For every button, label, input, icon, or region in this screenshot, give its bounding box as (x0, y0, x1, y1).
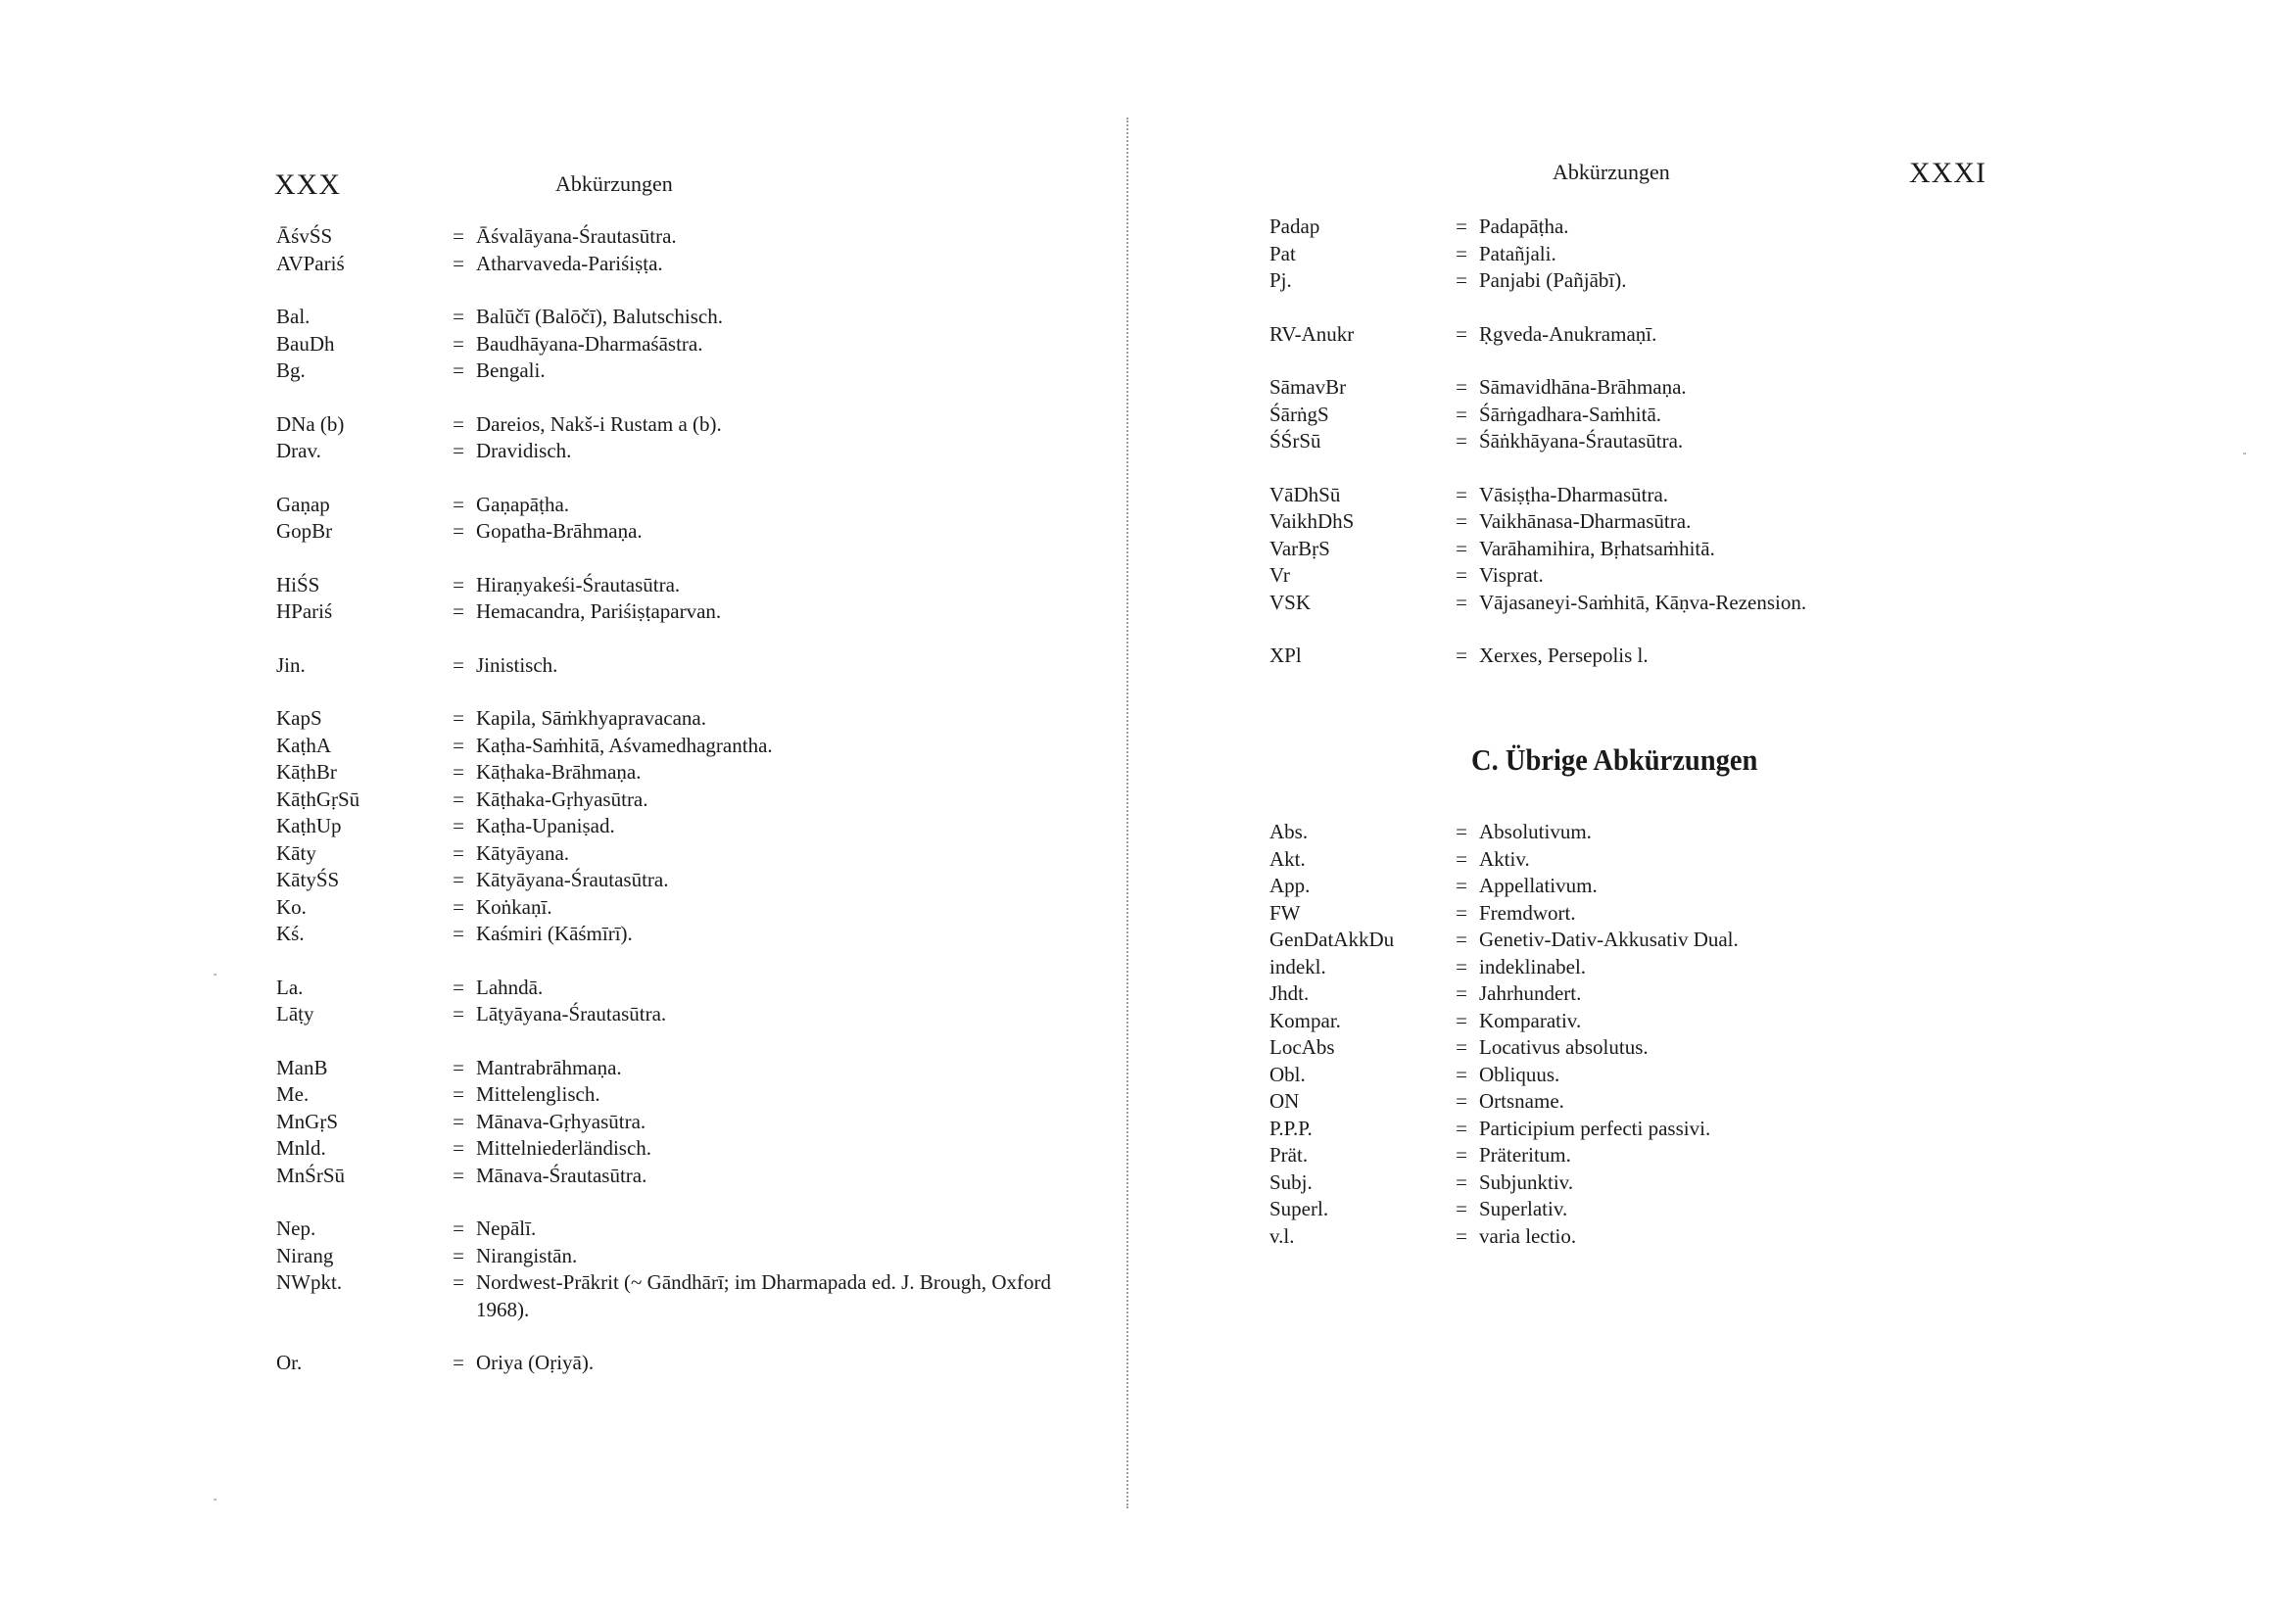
definition: Nordwest-Prākrit (~ Gāndhārī; im Dharmapada ed. J. Brough, Oxford 1968). (476, 1270, 1051, 1321)
abbreviation-entry (276, 1109, 1060, 1136)
abbreviation: ŚārṅgS (1269, 402, 1329, 426)
equals-sign: = (453, 1136, 464, 1160)
equals-sign: = (453, 305, 464, 328)
left-page (0, 0, 1126, 1622)
abbreviation: Pj. (1269, 268, 1292, 292)
abbreviation-entry (276, 759, 1060, 787)
right-page (1148, 0, 2296, 1622)
equals-sign: = (1456, 874, 1467, 897)
definition: Superlativ. (1479, 1197, 1568, 1220)
abbreviation: Me. (276, 1082, 310, 1106)
definition: Balūčī (Balōčī), Balutschisch. (476, 305, 723, 328)
abbreviation-entry (276, 813, 1060, 840)
definition: Mānava-Śrautasūtra. (476, 1163, 647, 1187)
definition: Vāsiṣṭha-Dharmasūtra. (1479, 482, 1669, 506)
definition: Hiraṇyakeśi-Śrautasūtra. (476, 572, 681, 596)
definition: Koṅkaṇī. (476, 894, 552, 919)
equals-sign: = (453, 224, 464, 248)
abbreviation: XPl (1269, 644, 1302, 667)
abbreviation: Bg. (276, 358, 306, 382)
equals-sign: = (453, 1163, 464, 1187)
definition: Panjabi (Pañjābī). (1479, 268, 1627, 292)
abbreviation: Pat (1269, 241, 1296, 265)
abbreviation-entry (1269, 321, 2053, 349)
abbreviation: NWpkt. (276, 1270, 343, 1294)
definition: Kaśmiri (Kāśmīrī). (476, 922, 633, 945)
abbreviation: Subj. (1269, 1169, 1313, 1194)
abbreviation: Gaṇap (276, 492, 330, 516)
abbreviation-entry (1269, 1062, 2053, 1089)
abbreviation-entry (276, 598, 1060, 626)
abbreviation-entry (276, 840, 1060, 868)
equals-sign: = (453, 787, 464, 811)
abbreviation: App. (1269, 874, 1311, 897)
definition: Jinistisch. (476, 652, 558, 677)
equals-sign: = (1456, 1116, 1467, 1140)
abbreviation-entry (276, 572, 1060, 599)
equals-sign: = (1456, 900, 1467, 925)
abbreviation-group (1269, 214, 2053, 295)
abbreviation: KāṭhGṛSū (276, 787, 360, 811)
abbreviation: VaikhDhS (1269, 509, 1355, 533)
abbreviation: FW (1269, 900, 1301, 925)
page-gutter (1126, 118, 1128, 1508)
equals-sign: = (453, 760, 464, 784)
abbreviation: HiŚS (276, 572, 320, 596)
definition: Baudhāyana-Dharmaśāstra. (476, 331, 703, 356)
abbreviation: ON (1269, 1089, 1300, 1113)
definition: Fremdwort. (1479, 900, 1576, 925)
abbreviation: Lāṭy (276, 1002, 314, 1026)
definition: Visprat. (1479, 563, 1544, 587)
equals-sign: = (453, 411, 464, 436)
abbreviation-entry (276, 518, 1060, 546)
abbreviation: Abs. (1269, 820, 1309, 843)
abbreviation-group (276, 975, 1060, 1028)
abbreviation-entry (1269, 1196, 2053, 1223)
equals-sign: = (1456, 1143, 1467, 1167)
abbreviation-entry (276, 652, 1060, 680)
definition: Xerxes, Persepolis l. (1479, 644, 1649, 667)
abbreviation-entry (1269, 900, 2053, 928)
equals-sign: = (1456, 1089, 1467, 1113)
abbreviation-group (1269, 374, 2053, 455)
abbreviation-entry (1269, 1008, 2053, 1035)
abbreviation: indekl. (1269, 954, 1326, 978)
abbreviation-group (276, 1055, 1060, 1190)
equals-sign: = (1456, 268, 1467, 292)
abbreviation-entry (1269, 846, 2053, 874)
definition: Kāṭhaka-Brāhmaṇa. (476, 760, 642, 784)
equals-sign: = (453, 1002, 464, 1026)
definition: Lāṭyāyana-Śrautasūtra. (476, 1002, 667, 1026)
abbreviation: Superl. (1269, 1197, 1329, 1220)
abbreviation-group (276, 223, 1060, 277)
definition: Atharvaveda-Pariśiṣṭa. (476, 251, 663, 275)
equals-sign: = (453, 492, 464, 516)
abbreviation-entry (1269, 1088, 2053, 1116)
abbreviation: Nirang (276, 1243, 334, 1267)
abbreviation: KāṭhBr (276, 760, 337, 784)
abbreviation-entry (1269, 267, 2053, 295)
abbreviation-list (276, 223, 1060, 1404)
definition: Absolutivum. (1479, 820, 1592, 843)
section-heading: C. Übrige Abkürzungen (1471, 742, 1758, 777)
definition: Kāṭhaka-Gṛhyasūtra. (476, 787, 648, 811)
abbreviation-entry (1269, 214, 2053, 241)
abbreviation: Kś. (276, 922, 305, 945)
abbreviation-entry (1269, 590, 2053, 617)
definition: Komparativ. (1479, 1008, 1582, 1032)
abbreviation-entry (276, 867, 1060, 894)
abbreviation: Kāty (276, 840, 316, 865)
definition: Patañjali. (1479, 241, 1556, 265)
abbreviation-entry (276, 1055, 1060, 1082)
abbreviation-entry (1269, 536, 2053, 563)
equals-sign: = (1456, 536, 1467, 560)
equals-sign: = (1456, 928, 1467, 951)
definition: Genetiv-Dativ-Akkusativ Dual. (1479, 928, 1739, 951)
abbreviation-group (276, 304, 1060, 385)
definition: Jahrhundert. (1479, 981, 1582, 1005)
abbreviation: ManB (276, 1055, 328, 1079)
abbreviation-group (1269, 482, 2053, 617)
abbreviation-group (276, 572, 1060, 626)
equals-sign: = (1456, 402, 1467, 426)
definition: Locativus absolutus. (1479, 1035, 1649, 1059)
abbreviation-entry (1269, 1169, 2053, 1197)
definition: Kapila, Sāṁkhyapravacana. (476, 706, 706, 730)
abbreviation-entry (1269, 1034, 2053, 1062)
abbreviation: Mnld. (276, 1136, 326, 1160)
equals-sign: = (453, 1270, 464, 1294)
equals-sign: = (453, 733, 464, 757)
running-head: Abkürzungen (1553, 160, 1670, 184)
abbreviation-entry (1269, 508, 2053, 536)
abbreviation-entry (276, 705, 1060, 733)
abbreviation-entry (276, 304, 1060, 331)
abbreviation-entry (276, 1001, 1060, 1028)
definition: Varāhamihira, Bṛhatsaṁhitā. (1479, 536, 1715, 560)
abbreviation-entry (1269, 819, 2053, 846)
abbreviation-entry (276, 492, 1060, 519)
abbreviation-entry (276, 1269, 1060, 1323)
equals-sign: = (453, 439, 464, 462)
definition: Mantrabrāhmaṇa. (476, 1055, 622, 1079)
abbreviation-entry (276, 251, 1060, 278)
abbreviation: MnŚrSū (276, 1163, 346, 1187)
abbreviation-entry (1269, 374, 2053, 402)
abbreviation: P.P.P. (1269, 1116, 1313, 1140)
abbreviation: KapS (276, 706, 322, 730)
running-head: Abkürzungen (555, 171, 673, 196)
abbreviation-entry (276, 975, 1060, 1002)
equals-sign: = (1456, 1223, 1467, 1248)
abbreviation-entry (1269, 241, 2053, 268)
abbreviation-entry (1269, 954, 2053, 981)
abbreviation: Drav. (276, 439, 321, 462)
definition: Subjunktiv. (1479, 1169, 1574, 1194)
abbreviation-group (276, 411, 1060, 465)
equals-sign: = (1456, 482, 1467, 506)
definition: Aktiv. (1479, 846, 1530, 871)
abbreviation-entry (276, 1081, 1060, 1109)
abbreviation: Vr (1269, 563, 1290, 587)
equals-sign: = (1456, 954, 1467, 978)
abbreviation-list (1269, 214, 2053, 696)
abbreviation-entry (1269, 562, 2053, 590)
abbreviation: BauDh (276, 331, 335, 356)
definition: Lahndā. (476, 975, 544, 999)
abbreviation: AVPariś (276, 251, 345, 275)
abbreviation: Kompar. (1269, 1008, 1341, 1032)
abbreviation: Obl. (1269, 1062, 1306, 1086)
definition: Bengali. (476, 358, 546, 382)
abbreviation: Ko. (276, 894, 307, 919)
abbreviation: VarBṛS (1269, 536, 1330, 560)
definition: Vaikhānasa-Dharmasūtra. (1479, 509, 1692, 533)
equals-sign: = (453, 1082, 464, 1106)
abbreviation-group (1269, 643, 2053, 670)
equals-sign: = (453, 1109, 464, 1133)
page-number: XXX (274, 168, 341, 201)
equals-sign: = (1456, 509, 1467, 533)
abbreviation-entry (1269, 402, 2053, 429)
abbreviation: SāmavBr (1269, 375, 1347, 399)
definition: indeklinabel. (1479, 954, 1587, 978)
equals-sign: = (453, 922, 464, 945)
abbreviation-group (276, 1216, 1060, 1323)
definition: Gopatha-Brāhmaṇa. (476, 519, 643, 543)
abbreviation-entry (276, 358, 1060, 385)
abbreviation: ĀśvŚS (276, 224, 333, 248)
equals-sign: = (453, 652, 464, 677)
definition: Kātyāyana-Śrautasūtra. (476, 868, 669, 891)
definition: Mittelniederländisch. (476, 1136, 652, 1160)
definition: Śārṅgadhara-Saṁhitā. (1479, 402, 1662, 426)
definition: Vājasaneyi-Saṁhitā, Kāṇva-Rezension. (1479, 590, 1807, 614)
definition: Dareios, Nakš-i Rustam a (b). (476, 411, 722, 436)
abbreviation: v.l. (1269, 1223, 1295, 1248)
equals-sign: = (1456, 321, 1467, 346)
definition: Ṛgveda-Anukramaṇī. (1479, 321, 1657, 346)
equals-sign: = (1456, 1197, 1467, 1220)
equals-sign: = (1456, 590, 1467, 614)
definition: Oriya (Oṛiyā). (476, 1351, 595, 1374)
equals-sign: = (453, 331, 464, 356)
definition: Obliquus. (1479, 1062, 1560, 1086)
abbreviation: KaṭhUp (276, 814, 342, 837)
abbreviation-entry (276, 1350, 1060, 1377)
abbreviation-entry (276, 411, 1060, 439)
equals-sign: = (453, 706, 464, 730)
equals-sign: = (1456, 981, 1467, 1005)
abbreviation: Or. (276, 1351, 303, 1374)
abbreviation-group (276, 1350, 1060, 1377)
equals-sign: = (1456, 644, 1467, 667)
abbreviation-entry (276, 894, 1060, 922)
abbreviation: Prät. (1269, 1143, 1309, 1167)
definition: Padapāṭha. (1479, 215, 1569, 238)
abbreviation-entry (276, 438, 1060, 465)
equals-sign: = (453, 572, 464, 596)
equals-sign: = (1456, 429, 1467, 453)
definition: Gaṇapāṭha. (476, 492, 570, 516)
definition: Appellativum. (1479, 874, 1598, 897)
equals-sign: = (453, 519, 464, 543)
page-number: XXXI (1909, 157, 1986, 189)
equals-sign: = (1456, 846, 1467, 871)
equals-sign: = (453, 975, 464, 999)
definition: Sāmavidhāna-Brāhmaṇa. (1479, 375, 1687, 399)
abbreviation: Bal. (276, 305, 311, 328)
abbreviation: RV-Anukr (1269, 321, 1355, 346)
definition: Ortsname. (1479, 1089, 1564, 1113)
equals-sign: = (453, 1055, 464, 1079)
equals-sign: = (1456, 215, 1467, 238)
abbreviation-entry (276, 921, 1060, 948)
equals-sign: = (453, 1216, 464, 1240)
abbreviation-group (276, 705, 1060, 948)
abbreviation-group (1269, 321, 2053, 349)
equals-sign: = (1456, 241, 1467, 265)
definition: varia lectio. (1479, 1223, 1577, 1248)
abbreviation-entry (1269, 482, 2053, 509)
equals-sign: = (453, 599, 464, 623)
definition: Kātyāyana. (476, 840, 570, 865)
abbreviation: GopBr (276, 519, 333, 543)
abbreviation: ŚŚrSū (1269, 429, 1321, 453)
definition: Mittelenglisch. (476, 1082, 600, 1106)
abbreviation: Jhdt. (1269, 981, 1310, 1005)
equals-sign: = (1456, 375, 1467, 399)
abbreviation-entry (1269, 927, 2053, 954)
equals-sign: = (453, 814, 464, 837)
abbreviation-entry (1269, 1116, 2053, 1143)
abbreviation-entry (276, 223, 1060, 251)
equals-sign: = (453, 251, 464, 275)
abbreviation-entry (276, 331, 1060, 358)
equals-sign: = (453, 1351, 464, 1374)
scan-speck (214, 1499, 216, 1501)
abbreviation: Nep. (276, 1216, 316, 1240)
abbreviation: VSK (1269, 590, 1312, 614)
equals-sign: = (1456, 1169, 1467, 1194)
equals-sign: = (1456, 563, 1467, 587)
equals-sign: = (453, 358, 464, 382)
abbreviation-entry (1269, 428, 2053, 455)
equals-sign: = (453, 868, 464, 891)
definition: Kaṭha-Saṁhitā, Aśvamedhagrantha. (476, 733, 773, 757)
abbreviation-entry (1269, 1223, 2053, 1251)
equals-sign: = (1456, 1008, 1467, 1032)
abbreviation: La. (276, 975, 304, 999)
definition: Kaṭha-Upaniṣad. (476, 814, 615, 837)
abbreviation-entry (276, 1135, 1060, 1163)
definition: Mānava-Gṛhyasūtra. (476, 1109, 646, 1133)
equals-sign: = (453, 1243, 464, 1267)
abbreviation: MnGṛS (276, 1109, 339, 1133)
other-abbreviation-list (1269, 819, 2053, 1250)
abbreviation-group (276, 492, 1060, 546)
abbreviation: GenDatAkkDu (1269, 928, 1395, 951)
equals-sign: = (453, 840, 464, 865)
abbreviation: Padap (1269, 215, 1320, 238)
equals-sign: = (453, 894, 464, 919)
abbreviation-entry (276, 733, 1060, 760)
abbreviation-entry (1269, 980, 2053, 1008)
abbreviation: KātyŚS (276, 868, 340, 891)
abbreviation-entry (1269, 1142, 2053, 1169)
definition: Āśvalāyana-Śrautasūtra. (476, 224, 677, 248)
definition: Dravidisch. (476, 439, 572, 462)
definition: Präteritum. (1479, 1143, 1571, 1167)
abbreviation: VāDhSū (1269, 482, 1341, 506)
scan-speck (214, 974, 216, 976)
definition: Nirangistān. (476, 1243, 578, 1267)
abbreviation: LocAbs (1269, 1035, 1335, 1059)
definition: Hemacandra, Pariśiṣṭaparvan. (476, 599, 722, 623)
abbreviation-entry (276, 1243, 1060, 1270)
abbreviation-entry (276, 1163, 1060, 1190)
definition: Nepālī. (476, 1216, 537, 1240)
equals-sign: = (1456, 820, 1467, 843)
definition: Participium perfecti passivi. (1479, 1116, 1711, 1140)
abbreviation: DNa (b) (276, 411, 345, 436)
equals-sign: = (1456, 1035, 1467, 1059)
abbreviation-entry (1269, 643, 2053, 670)
equals-sign: = (1456, 1062, 1467, 1086)
abbreviation: Jin. (276, 652, 306, 677)
abbreviation-entry (276, 1216, 1060, 1243)
abbreviation-group (276, 652, 1060, 680)
abbreviation: HPariś (276, 599, 333, 623)
abbreviation-entry (1269, 873, 2053, 900)
abbreviation: Akt. (1269, 846, 1306, 871)
definition: Śāṅkhāyana-Śrautasūtra. (1479, 429, 1684, 453)
abbreviation: KaṭhA (276, 733, 331, 757)
abbreviation-entry (276, 787, 1060, 814)
